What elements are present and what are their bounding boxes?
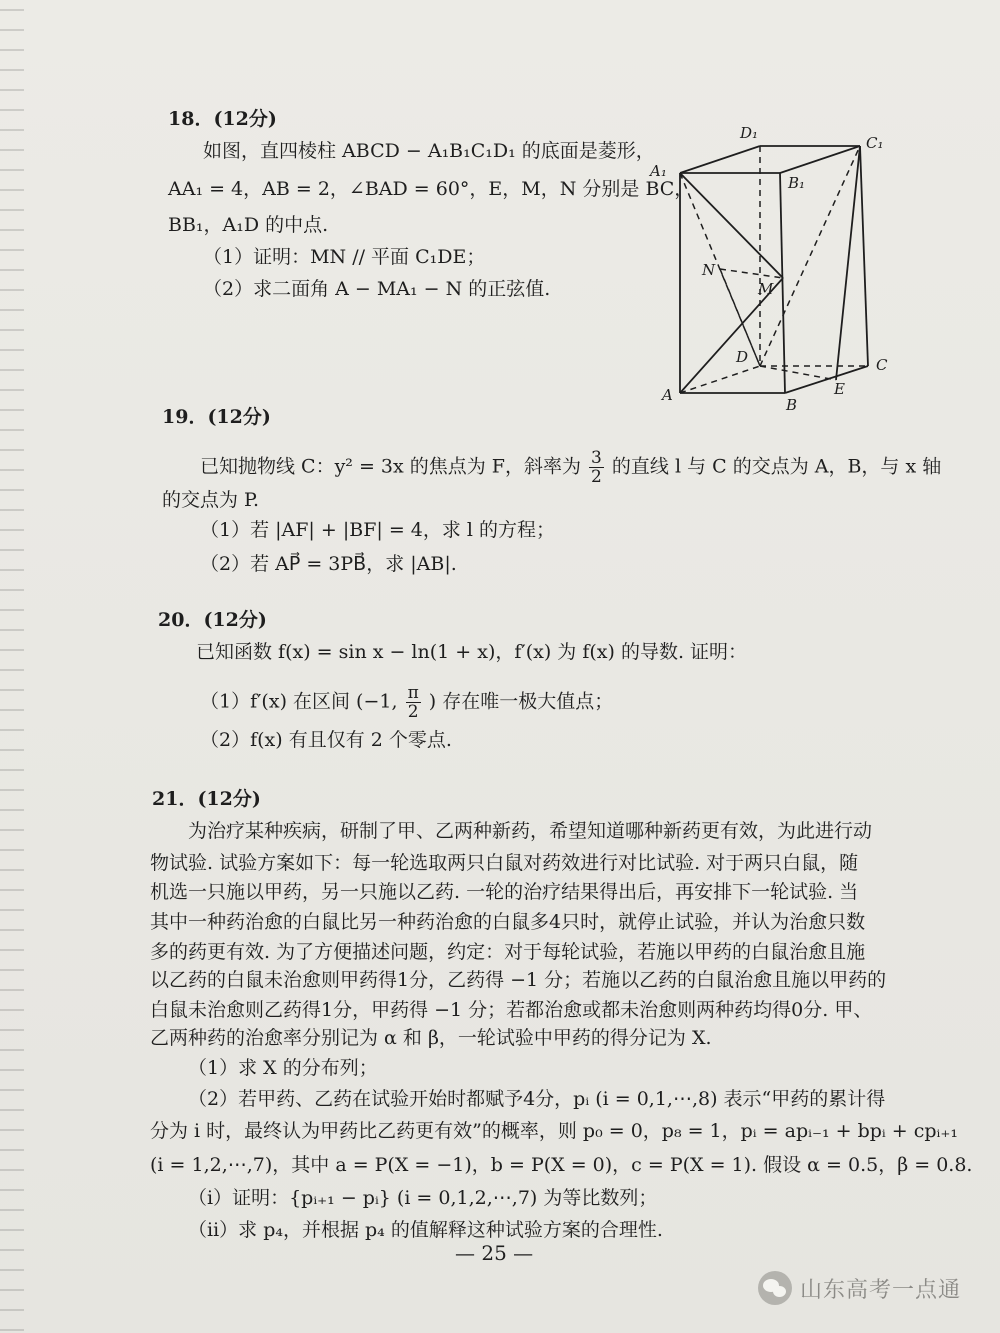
q21-header: 21．(12分) [152,788,261,810]
q21-part-2-line-1: （2）若甲药、乙药在试验开始时都赋予4分，pᵢ (i = 0,1,⋯,8) 表示“甲药的累计得 [188,1088,886,1110]
label-e: E [834,380,845,398]
q19-line-1-a: 已知抛物线 C：y² = 3x 的焦点为 F，斜率为 [200,455,581,478]
q20-part-1-a: （1）f′(x) 在区间 (−1, [200,690,398,713]
edge-bc [785,366,868,393]
q21-text-line-1: 为治疗某种疾病，研制了甲、乙两种新药，希望知道哪种新药更有效，为此进行动 [188,820,873,842]
wechat-icon [758,1271,792,1305]
q19-part-2: （2）若 AP⃗ = 3PB⃗，求 |AB|. [200,553,457,575]
q21-part-1: （1）求 X 的分布列； [188,1057,378,1079]
q21-text-line-7: 白鼠未治愈则乙药得1分，甲药得 −1 分；若都治愈或都未治愈则两种药均得0分. 甲、 [150,999,873,1021]
slope-numerator: 3 [591,448,602,468]
label-b: B [786,396,798,414]
label-b1: B₁ [788,174,806,192]
q21-subpart-i: （ⅰ）证明：{pᵢ₊₁ − pᵢ} (i = 0,1,2,⋯,7) 为等比数列； [188,1187,658,1209]
q20-part-2: （2）f(x) 有且仅有 2 个零点. [200,729,452,751]
pi-numerator: π [407,683,419,703]
segment-a1m [680,173,783,278]
q21-text-line-6: 以乙药的白鼠未治愈则甲药得1分，乙药得 −1 分；若施以乙药的白鼠治愈且施以甲药的 [150,969,887,991]
label-a1: A₁ [650,162,667,180]
slope-fraction [589,449,604,486]
q18-line-3: BB₁，A₁D 的中点. [168,214,329,236]
watermark [758,1268,961,1308]
q21-text-line-8: 乙两种药的治愈率分别记为 α 和 β，一轮试验中甲药的得分记为 X. [150,1027,712,1049]
segment-nm-hidden [720,269,783,278]
q18-line-1: 如图，直四棱柱 ABCD − A₁B₁C₁D₁ 的底面是菱形， [203,140,655,162]
pi-half-fraction [406,684,421,721]
q21-part-2-line-2: 分为 i 时，最终认为甲药比乙药更有效”的概率，则 p₀ = 0，p₈ = 1，pᵢ = apᵢ₋₁ + bpᵢ + cpᵢ₊₁ [150,1120,959,1142]
q18-part-1: （1）证明：MN // 平面 C₁DE； [203,246,486,268]
q19-line-1 [200,449,941,486]
q19-line-1-b: 的直线 l 与 C 的交点为 A，B，与 x 轴 [611,455,942,478]
q19-line-2: 的交点为 P. [162,489,260,511]
label-n: N [702,261,716,279]
label-a: A [662,386,673,404]
q21-text-line-3: 机选一只施以甲药，另一只施以乙药. 一轮的治疗结果得出后，再安排下一轮试验. 当 [150,881,859,903]
q19-part-1: （1）若 |AF| + |BF| = 4，求 l 的方程； [200,519,556,541]
label-c: C [876,356,888,374]
label-d1: D₁ [740,124,759,142]
q20-part-1 [200,684,613,721]
edge-cc1 [860,146,868,366]
page-number: — 25 — [455,1241,534,1265]
q21-part-2-line-3: (i = 1,2,⋯,7)，其中 a = P(X = −1)，b = P(X = 0)，c = P(X = 1). 假设 α = 0.5，β = 0.8. [150,1154,973,1176]
q21-subpart-ii: （ⅱ）求 p₄，并根据 p₄ 的值解释这种试验方案的合理性. [188,1219,663,1241]
q20-line-1: 已知函数 f(x) = sin x − ln(1 + x)，f′(x) 为 f(x) 的导数. 证明： [196,641,748,663]
q20-part-1-b: ) 存在唯一极大值点； [428,690,614,713]
segment-de-hidden [760,366,836,380]
watermark-text: 山东高考一点通 [800,1277,962,1303]
slope-denominator: 2 [591,467,602,487]
q18-header: 18．(12分) [168,108,277,130]
prism-figure [640,118,900,418]
label-d: D [736,348,749,366]
q18-part-2: （2）求二面角 A − MA₁ − N 的正弦值. [203,278,551,300]
label-c1: C₁ [866,134,884,152]
segment-c1e [836,146,860,380]
q19-header: 19．(12分) [162,406,271,428]
label-m: M [758,280,774,298]
q20-header: 20．(12分) [158,609,267,631]
q21-text-line-5: 多的药更有效. 为了方便描述问题，约定：对于每轮试验，若施以甲药的白鼠治愈且施 [150,941,866,963]
edge-b1c1 [780,146,860,173]
edge-bb1 [780,173,785,393]
edge-d1a1 [680,146,760,173]
binding-edge [0,0,24,1333]
segment-dc1-hidden [760,146,860,366]
q21-text-line-4: 其中一种药治愈的白鼠比另一种药治愈的白鼠多4只时，就停止试验，并认为治愈只数 [150,911,866,933]
pi-denominator: 2 [407,702,419,722]
q18-line-2: AA₁ = 4，AB = 2，∠BAD = 60°，E，M，N 分别是 BC， [168,178,694,200]
q21-text-line-2: 物试验. 试验方案如下：每一轮选取两只白鼠对药效进行对比试验. 对于两只白鼠，随 [150,852,859,874]
